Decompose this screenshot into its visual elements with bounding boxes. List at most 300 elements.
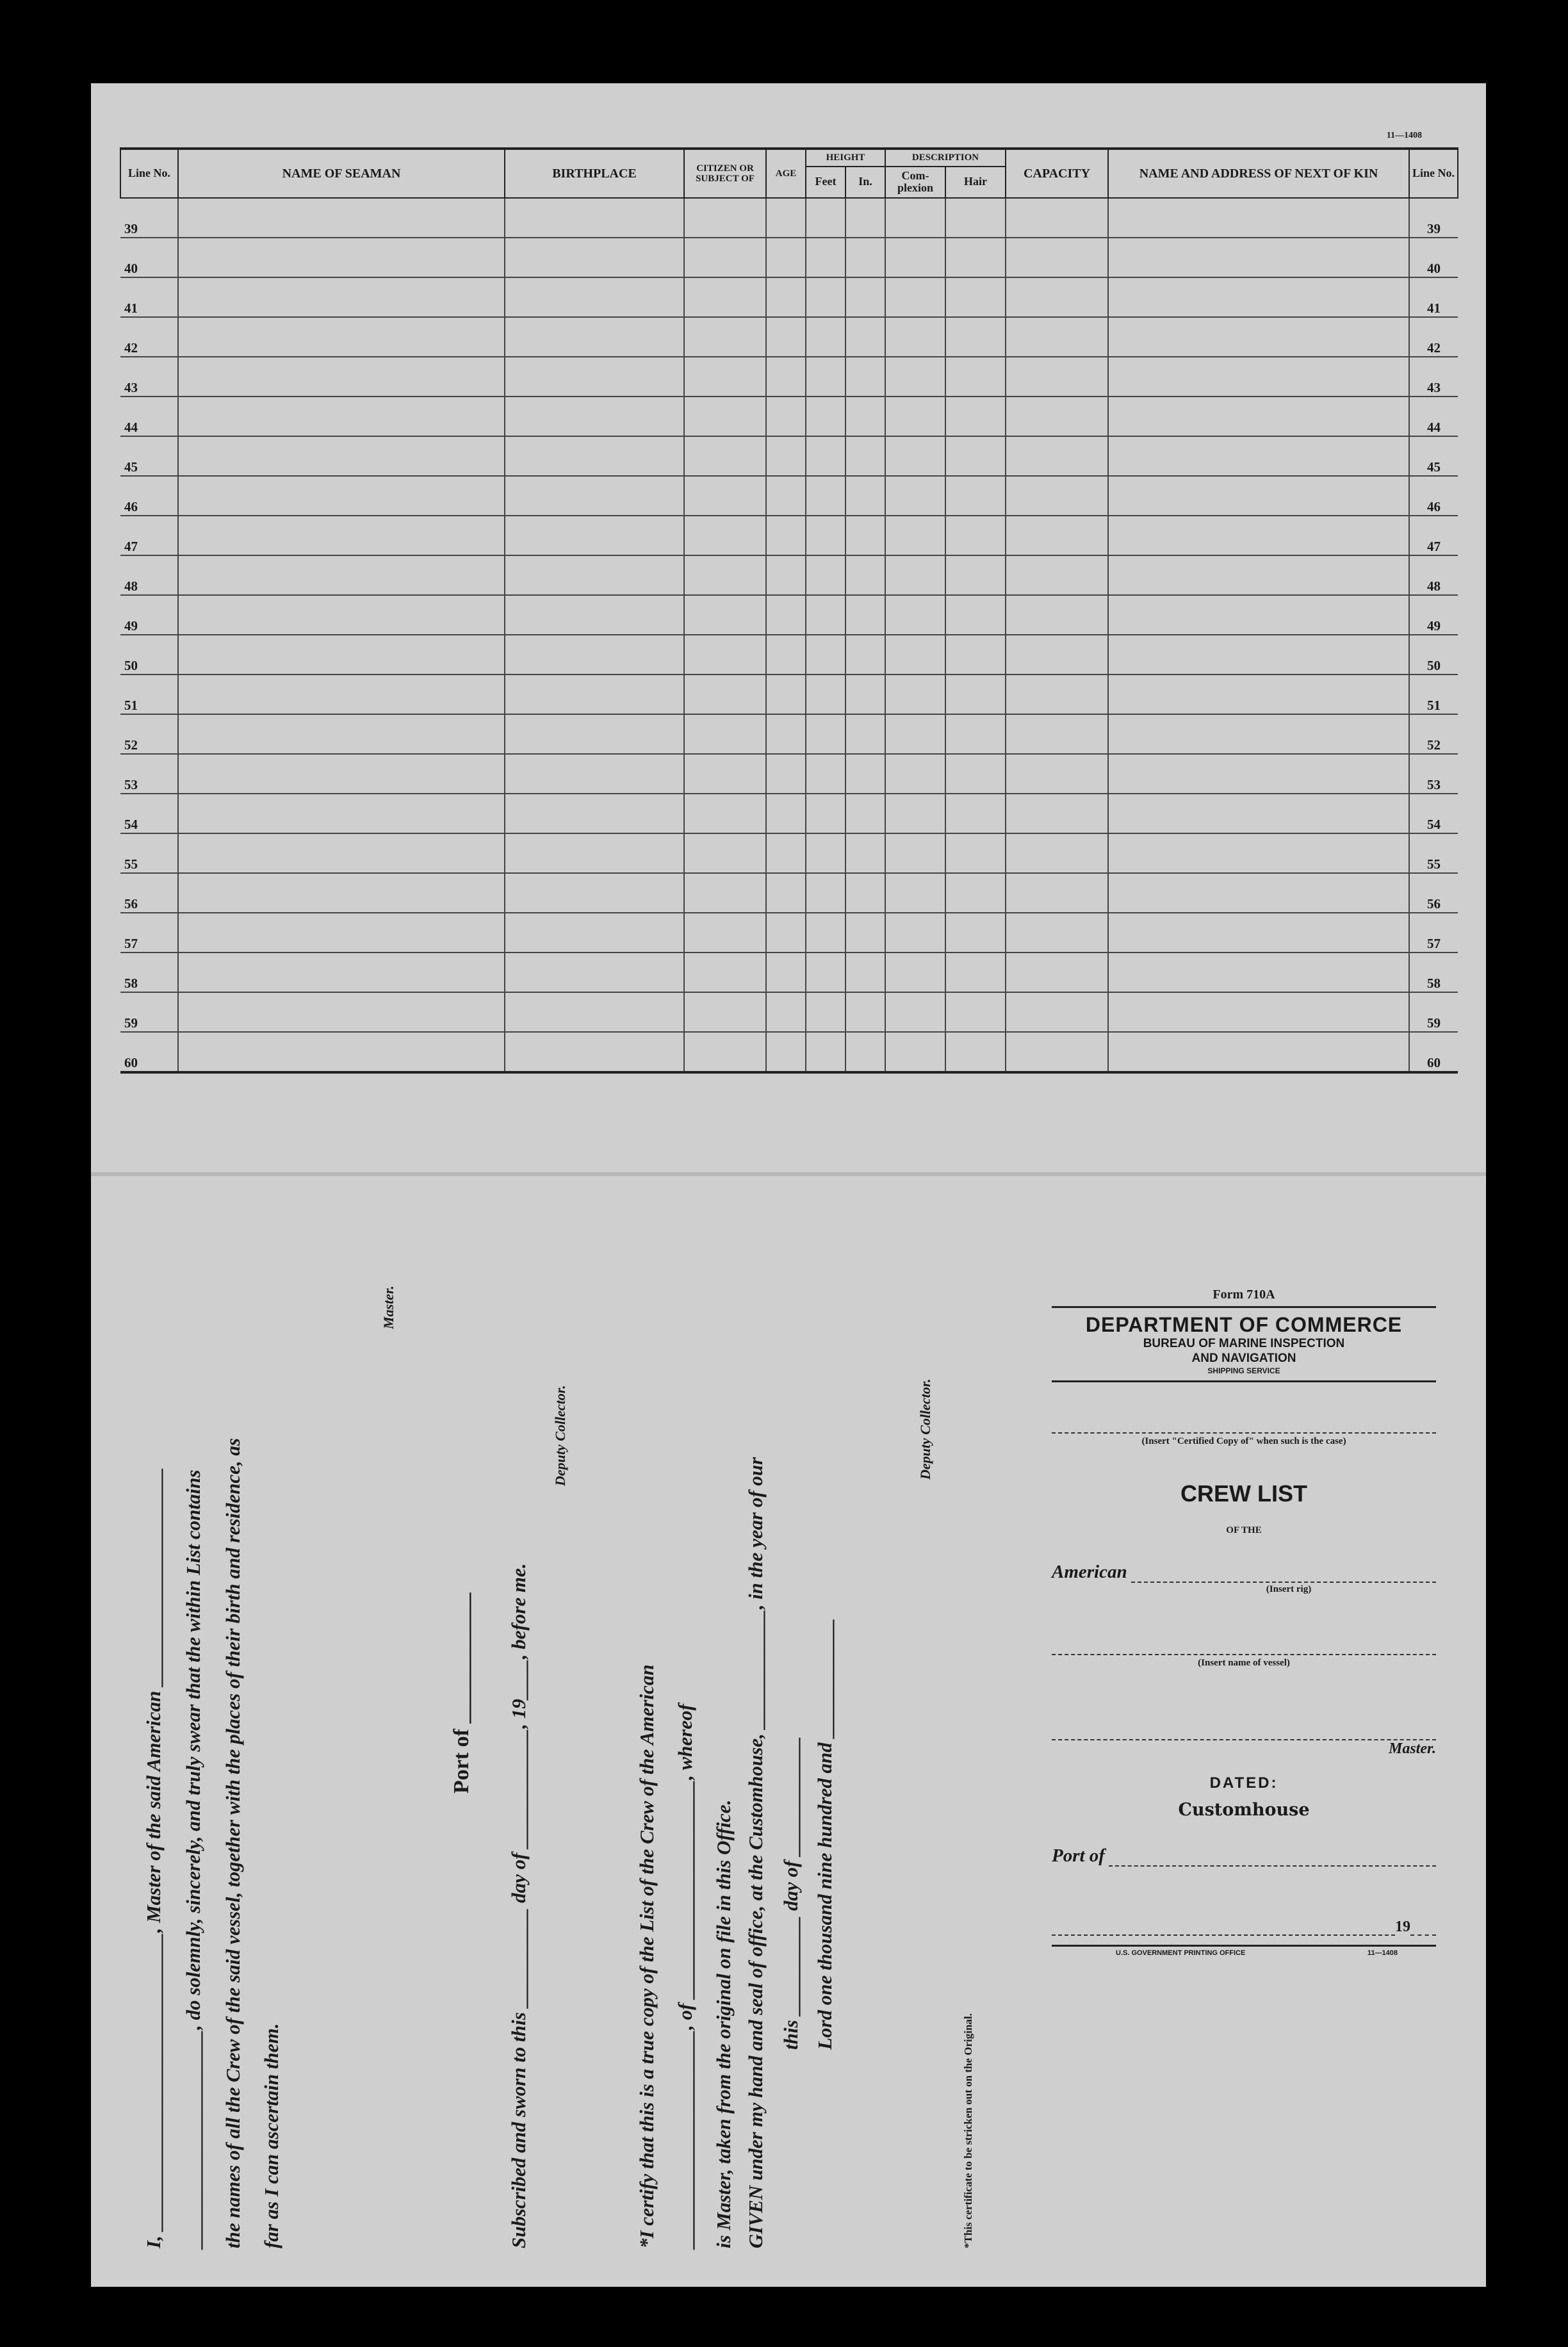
certified-copy-note: (Insert "Certified Copy of" when such is the case) [1141,1435,1346,1446]
table-cell [806,953,845,992]
table-cell [845,833,885,873]
table-cell [178,397,505,436]
customhouse-label: Customhouse [1178,1799,1310,1820]
table-cell [684,953,766,992]
line-number-left: 39 [120,198,178,238]
table-cell [1006,238,1108,277]
table-row [120,754,1458,794]
table-cell [684,873,766,913]
date-row [1052,1918,1436,1936]
table-cell [1006,476,1108,516]
table-cell [885,833,945,873]
table-cell [845,436,885,476]
table-cell [945,953,1006,992]
bottom-rule [1052,1945,1436,1947]
table-cell [766,238,806,277]
printer-credit: U.S. GOVERNMENT PRINTING OFFICE [1116,1949,1246,1957]
table-cell [945,1032,1006,1072]
deputy-collector-2: Deputy Collector. [917,1378,933,1480]
insert-rig-hint: (Insert rig) [1266,1583,1312,1594]
table-cell [806,317,845,357]
table-cell [766,317,806,357]
table-cell [845,357,885,397]
table-cell [1006,277,1108,317]
certify-line-4: GIVEN under my hand and seal of office, at the Customhouse, ____________, in the year of our [744,1457,767,2248]
line-number-left: 49 [120,595,178,635]
table-cell [178,357,505,397]
crew-list-title: CREW LIST [1180,1480,1307,1507]
table-row [120,992,1458,1032]
table-cell [945,198,1006,238]
oath-line-2: ______________________, do solemnly, sincerely, and truly swear that the within List contains [182,1469,204,2248]
oath-line-1: I, ______________________________, Master of the said American ______________________ [142,1467,165,2248]
table-cell [945,238,1006,277]
certify-line-5: this __________ day of ____________ [780,1736,802,2050]
table-row [120,595,1458,635]
table-cell [766,555,806,595]
table-cell [806,555,845,595]
table-cell [1006,436,1108,476]
table-cell [945,397,1006,436]
oath-line-4: far as I can ascertain them. [260,2023,282,2248]
table-cell [945,516,1006,555]
table-cell [766,675,806,714]
line-number-right: 45 [1409,436,1458,476]
table-cell [885,873,945,913]
table-row [120,833,1458,873]
table-cell [505,913,684,953]
table-cell [178,794,505,833]
table-cell [806,476,845,516]
cover-panel [1052,1288,1436,2216]
table-cell [1108,913,1409,953]
line-number-left: 54 [120,794,178,833]
port-of-cover-label: Port of [1052,1845,1105,1866]
top-rule [1052,1306,1436,1308]
table-cell [945,675,1006,714]
table-cell [885,794,945,833]
table-cell [1108,238,1409,277]
table-cell [178,277,505,317]
line-number-left: 60 [120,1032,178,1072]
table-cell [178,833,505,873]
table-cell [1108,357,1409,397]
master-signature-label: Master. [380,1286,396,1329]
table-cell [885,754,945,794]
table-cell [1006,357,1108,397]
line-number-left: 51 [120,675,178,714]
certify-line-6: Lord one thousand nine hundred and ____________ [813,1618,836,2050]
header-age: AGE [766,149,806,198]
table-cell [845,397,885,436]
table-cell [766,516,806,555]
table-cell [178,675,505,714]
table-cell [505,397,684,436]
table-cell [505,198,684,238]
table-cell [945,317,1006,357]
table-cell [885,277,945,317]
line-number-right: 49 [1409,595,1458,635]
header-name-of-seaman: NAME OF SEAMAN [178,149,505,198]
table-cell [1006,873,1108,913]
line-number-left: 46 [120,476,178,516]
line-number-left: 58 [120,953,178,992]
master-label: Master. [1388,1740,1436,1757]
table-cell [1006,555,1108,595]
table-cell [505,833,684,873]
form-number: Form 710A [1213,1288,1275,1302]
vessel-name-line [1052,1595,1436,1655]
table-cell [505,635,684,675]
table-cell [1108,714,1409,754]
printer-row [1052,1949,1436,1957]
table-row [120,436,1458,476]
table-cell [806,1032,845,1072]
port-of-label: Port of ____________ [450,1592,473,1794]
line-number-left: 41 [120,277,178,317]
line-number-right: 46 [1409,476,1458,516]
table-cell [1006,913,1108,953]
document-sheet [91,83,1486,2287]
oath-section [129,1223,1039,2255]
table-cell [505,516,684,555]
table-row [120,238,1458,277]
table-cell [766,913,806,953]
table-cell [505,595,684,635]
table-row [120,198,1458,238]
table-row [120,714,1458,754]
table-cell [766,357,806,397]
line-number-left: 55 [120,833,178,873]
table-cell [945,794,1006,833]
table-cell [1108,476,1409,516]
header-capacity: CAPACITY [1006,149,1108,198]
table-cell [885,238,945,277]
master-name-line [1052,1669,1436,1740]
table-cell [1006,1032,1108,1072]
certify-line-2: ______________________, of ______________________, whereof [674,1704,696,2248]
certify-line-3: is Master, taken from the original on file in this Office. [712,1799,735,2248]
form-code-bottom: 11—1408 [1367,1949,1398,1957]
dated-label: DATED: [1209,1774,1278,1792]
header-height: HEIGHT [806,149,885,167]
shipping-service: SHIPPING SERVICE [1207,1366,1280,1375]
table-cell [845,317,885,357]
table-cell [766,635,806,675]
table-row [120,357,1458,397]
table-cell [845,794,885,833]
table-cell [178,953,505,992]
table-cell [1108,397,1409,436]
table-cell [885,198,945,238]
table-cell [684,675,766,714]
table-cell [1108,317,1409,357]
table-cell [684,794,766,833]
table-row [120,913,1458,953]
line-number-right: 58 [1409,953,1458,992]
table-cell [684,277,766,317]
line-number-left: 48 [120,555,178,595]
port-of-line [1109,1849,1436,1867]
table-cell [1006,754,1108,794]
table-row [120,317,1458,357]
table-cell [505,714,684,754]
table-cell [945,357,1006,397]
table-cell [945,476,1006,516]
table-cell [178,635,505,675]
line-number-right: 43 [1409,357,1458,397]
form-code-top: 11—1408 [1386,131,1422,140]
oath-line-3: the names of all the Crew of the said vessel, together with the places of their birth and residence, as [222,1438,244,2248]
table-cell [1108,1032,1409,1072]
table-cell [885,436,945,476]
header-birthplace: BIRTHPLACE [505,149,684,198]
table-cell [806,277,845,317]
table-cell [1006,953,1108,992]
table-cell [806,595,845,635]
table-cell [766,992,806,1032]
table-cell [178,198,505,238]
table-row [120,953,1458,992]
table-cell [1006,397,1108,436]
line-number-right: 55 [1409,833,1458,873]
table-cell [1108,595,1409,635]
table-cell [845,913,885,953]
table-cell [505,436,684,476]
table-cell [885,1032,945,1072]
line-number-right: 54 [1409,794,1458,833]
table-cell [178,436,505,476]
table-cell [806,675,845,714]
table-cell [806,714,845,754]
table-cell [505,953,684,992]
line-number-left: 45 [120,436,178,476]
table-cell [766,833,806,873]
table-cell [766,198,806,238]
table-cell [885,516,945,555]
date-line [1052,1918,1395,1936]
table-cell [885,635,945,675]
sworn-statement: Subscribed and sworn to this __________ day of ____________, 19____, before me. [507,1563,530,2248]
table-cell [684,992,766,1032]
table-cell [178,317,505,357]
table-cell [1108,635,1409,675]
table-cell [1006,635,1108,675]
table-cell [845,516,885,555]
table-cell [1108,992,1409,1032]
header-line-no: Line No. [120,149,178,198]
table-cell [766,1032,806,1072]
table-cell [945,436,1006,476]
table-cell [945,277,1006,317]
table-cell [845,953,885,992]
table-cell [945,754,1006,794]
table-cell [684,555,766,595]
table-cell [885,913,945,953]
table-cell [684,397,766,436]
table-cell [845,675,885,714]
table-cell [684,913,766,953]
table-cell [1108,833,1409,873]
line-number-right: 40 [1409,238,1458,277]
line-number-left: 44 [120,397,178,436]
table-cell [766,397,806,436]
bureau-line-2: AND NAVIGATION [1191,1351,1296,1365]
table-cell [845,476,885,516]
table-cell [684,476,766,516]
certificate-footnote: *This certificate to be stricken out on the Original. [962,2013,974,2248]
table-cell [178,1032,505,1072]
line-number-right: 44 [1409,397,1458,436]
table-cell [806,754,845,794]
table-cell [505,1032,684,1072]
table-cell [945,714,1006,754]
table-cell [505,675,684,714]
table-cell [885,555,945,595]
table-cell [178,714,505,754]
certify-line-1: *I certify that this is a true copy of the List of the Crew of the American [635,1664,658,2248]
table-cell [885,476,945,516]
table-cell [178,754,505,794]
table-cell [1108,198,1409,238]
table-cell [684,754,766,794]
table-cell [845,198,885,238]
table-cell [806,198,845,238]
table-cell [806,635,845,675]
table-cell [885,714,945,754]
certified-copy-line [1052,1382,1436,1434]
table-cell [845,873,885,913]
table-cell [505,317,684,357]
table-cell [845,238,885,277]
table-cell [1108,754,1409,794]
port-of-row [1052,1845,1436,1867]
table-cell [178,238,505,277]
line-number-left: 43 [120,357,178,397]
table-cell [945,833,1006,873]
table-cell [766,794,806,833]
table-cell [885,992,945,1032]
line-number-left: 42 [120,317,178,357]
department-title: DEPARTMENT OF COMMERCE [1085,1313,1403,1336]
table-cell [766,476,806,516]
table-cell [684,1032,766,1072]
line-number-left: 40 [120,238,178,277]
rig-line [1131,1565,1436,1583]
table-row [120,873,1458,913]
line-number-right: 39 [1409,198,1458,238]
table-cell [684,635,766,675]
table-cell [845,635,885,675]
table-cell [178,595,505,635]
table-cell [845,1032,885,1072]
table-cell [766,595,806,635]
bureau-line-1: BUREAU OF MARINE INSPECTION [1143,1337,1345,1350]
year-line [1410,1918,1436,1936]
table-row [120,794,1458,833]
line-number-right: 51 [1409,675,1458,714]
table-cell [806,238,845,277]
table-cell [684,198,766,238]
header-feet: Feet [806,167,845,199]
table-cell [845,992,885,1032]
of-the-label: OF THE [1226,1525,1262,1535]
table-cell [1108,277,1409,317]
line-number-right: 48 [1409,555,1458,595]
table-cell [806,436,845,476]
table-cell [1108,555,1409,595]
table-cell [684,238,766,277]
american-label: American [1052,1561,1127,1582]
line-number-right: 50 [1409,635,1458,675]
table-cell [1006,198,1108,238]
table-cell [845,555,885,595]
table-cell [1006,714,1108,754]
table-cell [766,953,806,992]
table-cell [806,397,845,436]
table-cell [505,476,684,516]
table-row [120,397,1458,436]
table-cell [1006,317,1108,357]
line-number-left: 56 [120,873,178,913]
table-cell [1108,794,1409,833]
table-cell [806,873,845,913]
table-cell [684,714,766,754]
table-cell [1108,953,1409,992]
crew-table [120,147,1458,1074]
table-cell [684,595,766,635]
line-number-right: 53 [1409,754,1458,794]
table-cell [178,555,505,595]
year-label: 19 [1395,1918,1410,1935]
table-row [120,555,1458,595]
table-cell [1006,833,1108,873]
table-cell [178,873,505,913]
table-cell [1006,992,1108,1032]
header-inches: In. [845,167,885,199]
table-row [120,476,1458,516]
deputy-collector-1: Deputy Collector. [552,1385,568,1486]
table-cell [806,794,845,833]
table-cell [806,992,845,1032]
line-number-left: 53 [120,754,178,794]
line-number-right: 57 [1409,913,1458,953]
table-row [120,635,1458,675]
table-cell [885,397,945,436]
line-number-left: 50 [120,635,178,675]
table-cell [505,277,684,317]
table-cell [806,913,845,953]
header-line-no-right: Line No. [1409,149,1458,198]
table-cell [1108,436,1409,476]
line-number-left: 59 [120,992,178,1032]
insert-vessel-hint: (Insert name of vessel) [1198,1657,1290,1668]
table-cell [505,555,684,595]
header-hair: Hair [945,167,1006,199]
table-cell [945,873,1006,913]
table-cell [178,516,505,555]
table-cell [684,436,766,476]
table-cell [1006,675,1108,714]
table-cell [178,913,505,953]
table-row [120,277,1458,317]
table-cell [1006,595,1108,635]
table-cell [178,476,505,516]
table-cell [766,277,806,317]
line-number-right: 60 [1409,1032,1458,1072]
line-number-right: 42 [1409,317,1458,357]
line-number-left: 47 [120,516,178,555]
